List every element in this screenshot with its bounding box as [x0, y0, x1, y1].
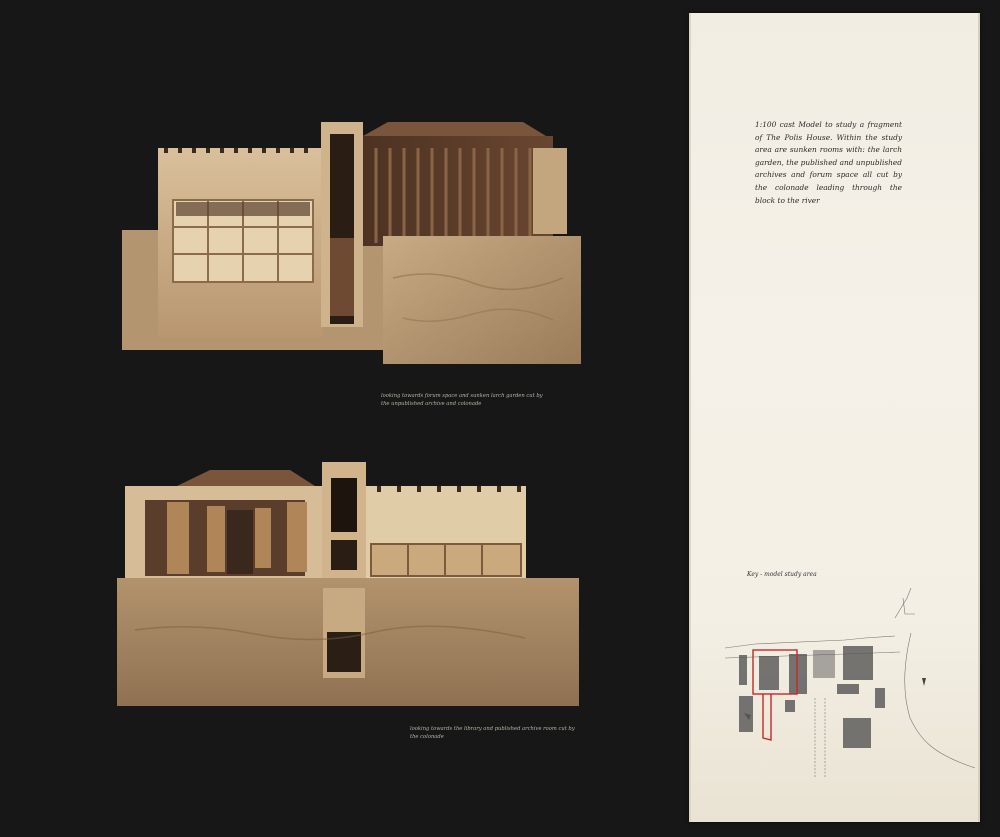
site-key-map	[725, 578, 975, 783]
photo-caption-bottom: looking towards the library and published archive room cut by the colonade	[410, 726, 575, 740]
panel-description: 1:100 cast Model to study a fragment of The Polis House. Within the study area are sunken rooms with: the larch garden, the published and unpublished archives and forum space all cut by the colonade leading through the block to the river	[755, 120, 903, 205]
photo-caption-top: looking towards forum space and sunken larch garden cut by the unpublished archive and colonade	[381, 393, 543, 407]
description-panel	[689, 13, 980, 822]
model-photo-bottom	[115, 460, 585, 710]
model-photo-top	[118, 118, 588, 368]
key-label: Key - model study area	[747, 571, 817, 578]
